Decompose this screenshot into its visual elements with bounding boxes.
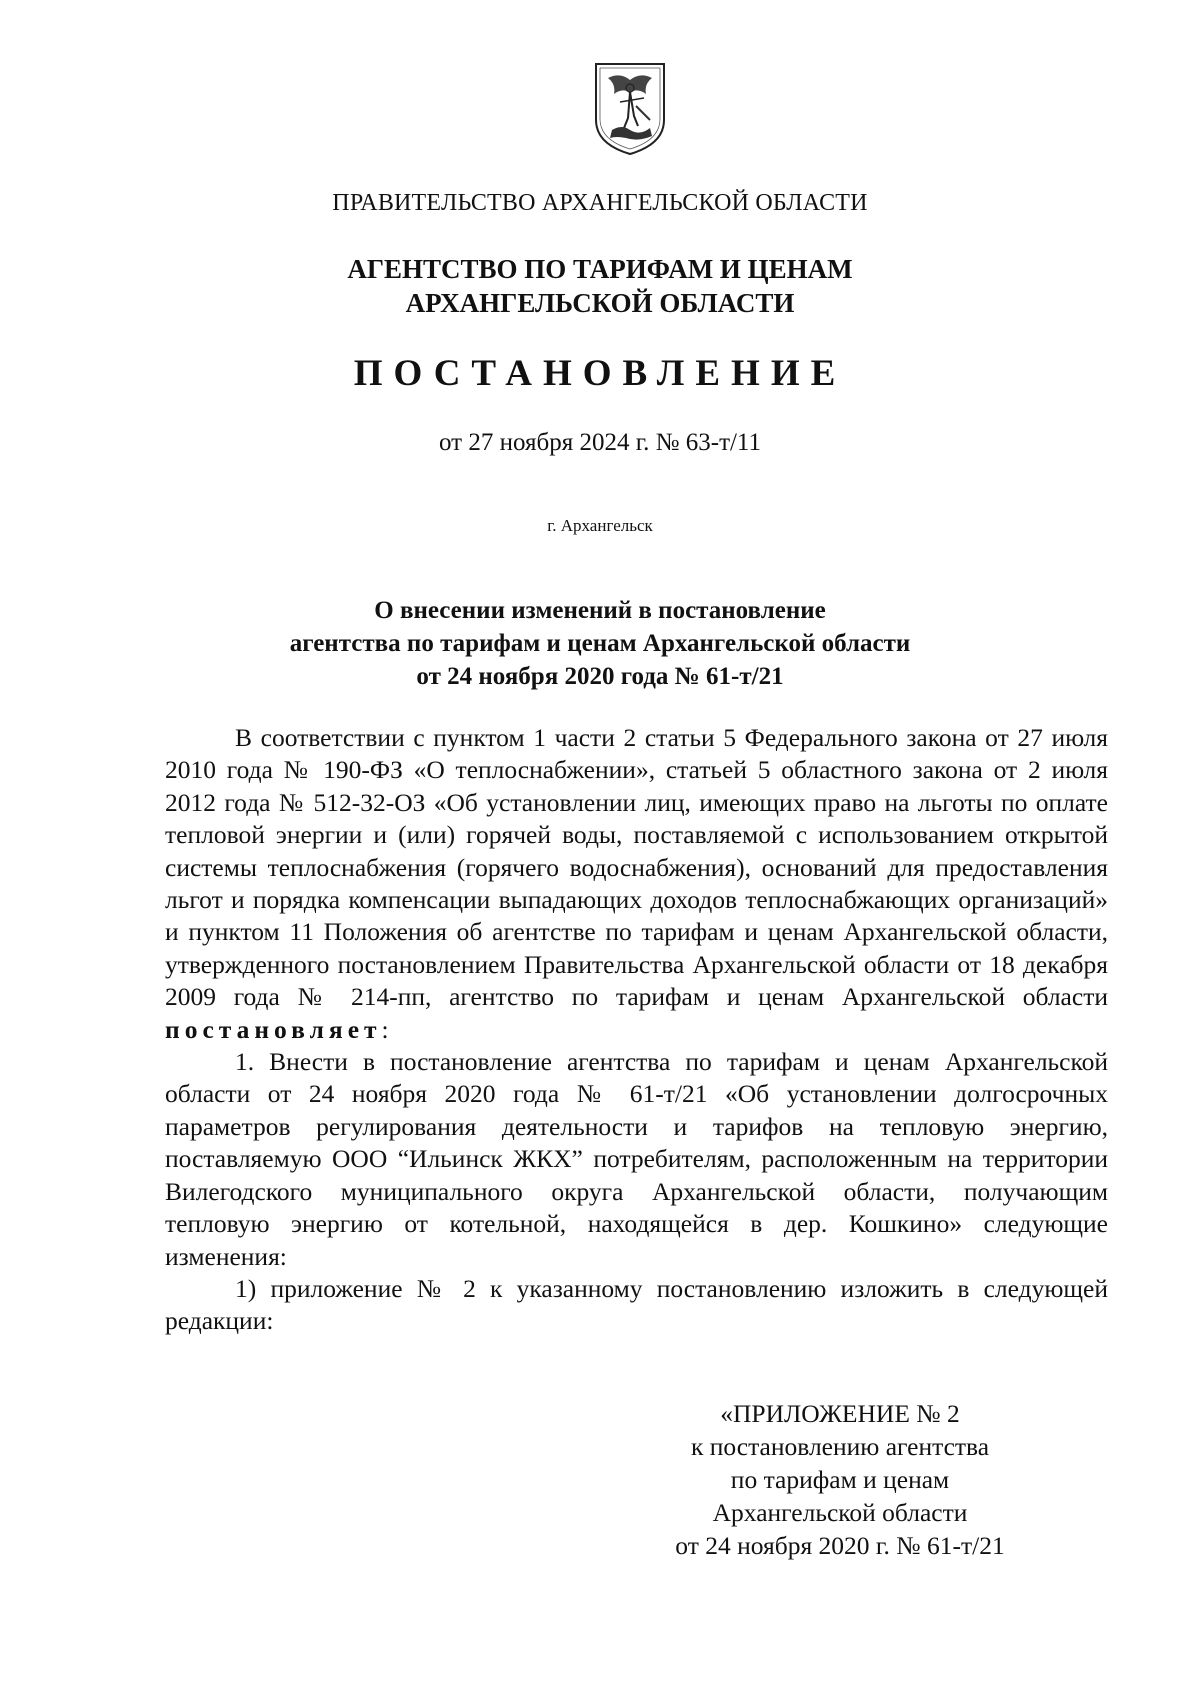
clause-1-paragraph: 1. Внести в постановление агентства по тарифам и ценам Архангельской области от 24 ноября 2020 года № 61-т/21 «Об установлении долгосрочных параметров регулирования деятельности и тарифов на тепловую энергию, поставляемую ООО “Ильинск ЖКХ” потребителям, расположенным на территории Вилегодского муниципального округа Архангельской области, получающим тепловую энергию от котельной, находящейся в дер. Кошкино» следующие изменения: [165, 1047, 1108, 1271]
preamble-text: В соответствии с пунктом 1 части 2 статьи 5 Федерального закона от 27 июля 2010 года № 190-ФЗ «О теплоснабжении», статьей 5 областного закона от 2 июля 2012 года № 512-32-ОЗ «Об установлении лиц, имеющих право на льготы по оплате тепловой энергии и (или) горячей воды, поставляемой с использованием открытой системы теплоснабжения (горячего водоснабжения), оснований для предоставления льгот и порядка компенсации выпадающих доходов теплоснабжающих организаций» и пунктом 11 Положения об агентстве по тарифам и ценам Архангельской области, утвержденного постановлением Правительства Архангельской области от 18 декабря 2009 года № 214-пп, агентство по тарифам и ценам Архангельской области [165, 723, 1108, 1012]
agency-name-line2: АРХАНГЕЛЬСКОЙ ОБЛАСТИ [405, 288, 795, 318]
document-subject [0, 594, 1200, 693]
subject-line3: от 24 ноября 2020 года № 61-т/21 [416, 663, 784, 690]
agency-name [0, 252, 1200, 320]
document-body [165, 722, 1108, 1338]
subject-line1: О внесении изменений в постановление [374, 597, 826, 624]
document-city: г. Архангельск [547, 516, 653, 535]
document-type-title: ПОСТАНОВЛЕНИЕ [353, 353, 847, 394]
appendix-header [640, 1397, 1040, 1562]
appendix-line5: от 24 ноября 2020 г. № 61-т/21 [675, 1531, 1005, 1560]
preamble-colon: : [381, 1014, 389, 1044]
subject-line2: агентства по тарифам и ценам Архангельской области [289, 630, 911, 657]
appendix-line4: Архангельской области [712, 1498, 968, 1527]
appendix-line1: «ПРИЛОЖЕНИЕ № 2 [720, 1399, 960, 1428]
preamble-paragraph [165, 722, 1108, 1046]
coat-of-arms-emblem [590, 58, 670, 158]
resolves-keyword: постановляет [165, 1014, 382, 1044]
agency-name-line1: АГЕНТСТВО ПО ТАРИФАМ И ЦЕНАМ [347, 254, 853, 284]
government-name: ПРАВИТЕЛЬСТВО АРХАНГЕЛЬСКОЙ ОБЛАСТИ [332, 190, 868, 216]
appendix-line3: по тарифам и ценам [730, 1465, 950, 1494]
document-date-number: от 27 ноября 2024 г. № 63-т/11 [438, 429, 762, 456]
appendix-line2: к постановлению агентства [690, 1432, 990, 1461]
clause-1-1-paragraph: 1) приложение № 2 к указанному постановлению изложить в следующей редакции: [165, 1273, 1108, 1336]
